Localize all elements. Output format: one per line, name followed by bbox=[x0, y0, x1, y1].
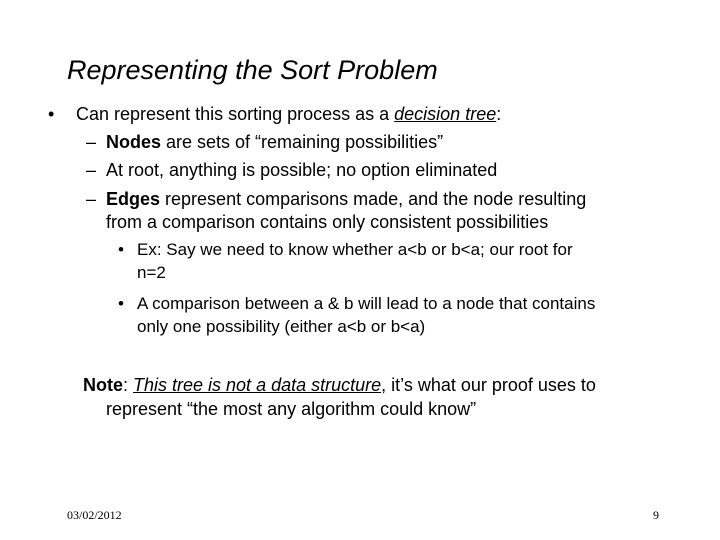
bullet-text: Can represent this sorting process as a bbox=[76, 104, 395, 124]
page-number: 9 bbox=[653, 508, 659, 522]
edges-term: Edges bbox=[106, 189, 161, 209]
subbullet-edges bbox=[106, 188, 586, 210]
nodes-term: Nodes bbox=[106, 132, 162, 152]
dash-marker: – bbox=[86, 189, 97, 209]
subbullet-root: At root, anything is possible; no option eliminated bbox=[106, 160, 498, 180]
bullet-text-end: : bbox=[496, 104, 502, 124]
note-emphasis: This tree is not a data structure bbox=[133, 375, 382, 395]
note-line2: represent “the most any algorithm could know” bbox=[106, 399, 477, 419]
footer-date: 03/02/2012 bbox=[67, 508, 122, 522]
bullet-marker: • bbox=[48, 104, 55, 124]
slide-title: Representing the Sort Problem bbox=[67, 55, 438, 85]
subbullet-nodes bbox=[106, 131, 443, 153]
dash-marker: – bbox=[86, 132, 97, 152]
subbullet-marker: • bbox=[118, 294, 124, 313]
nodes-text: are sets of “remaining possibilities” bbox=[161, 132, 444, 152]
note-label: Note bbox=[83, 375, 123, 395]
bullet-decision-tree bbox=[76, 103, 501, 125]
comparison-line2: only one possibility (either a<b or b<a) bbox=[137, 317, 426, 336]
subbullet-marker: • bbox=[118, 240, 124, 259]
note-text: , it’s what our proof uses to bbox=[381, 375, 596, 395]
example-line1: Ex: Say we need to know whether a<b or b<a; our root for bbox=[137, 240, 573, 259]
edges-text: represent comparisons made, and the node resulting bbox=[160, 189, 587, 209]
comparison-line1: A comparison between a & b will lead to a node that contains bbox=[137, 294, 596, 313]
example-line2: n=2 bbox=[137, 263, 166, 282]
note-colon: : bbox=[123, 375, 134, 395]
note-line1 bbox=[83, 374, 596, 396]
dash-marker: – bbox=[86, 160, 97, 180]
subbullet-edges-line2: from a comparison contains only consistent possibilities bbox=[106, 212, 549, 232]
decision-tree-term: decision tree bbox=[394, 104, 497, 124]
